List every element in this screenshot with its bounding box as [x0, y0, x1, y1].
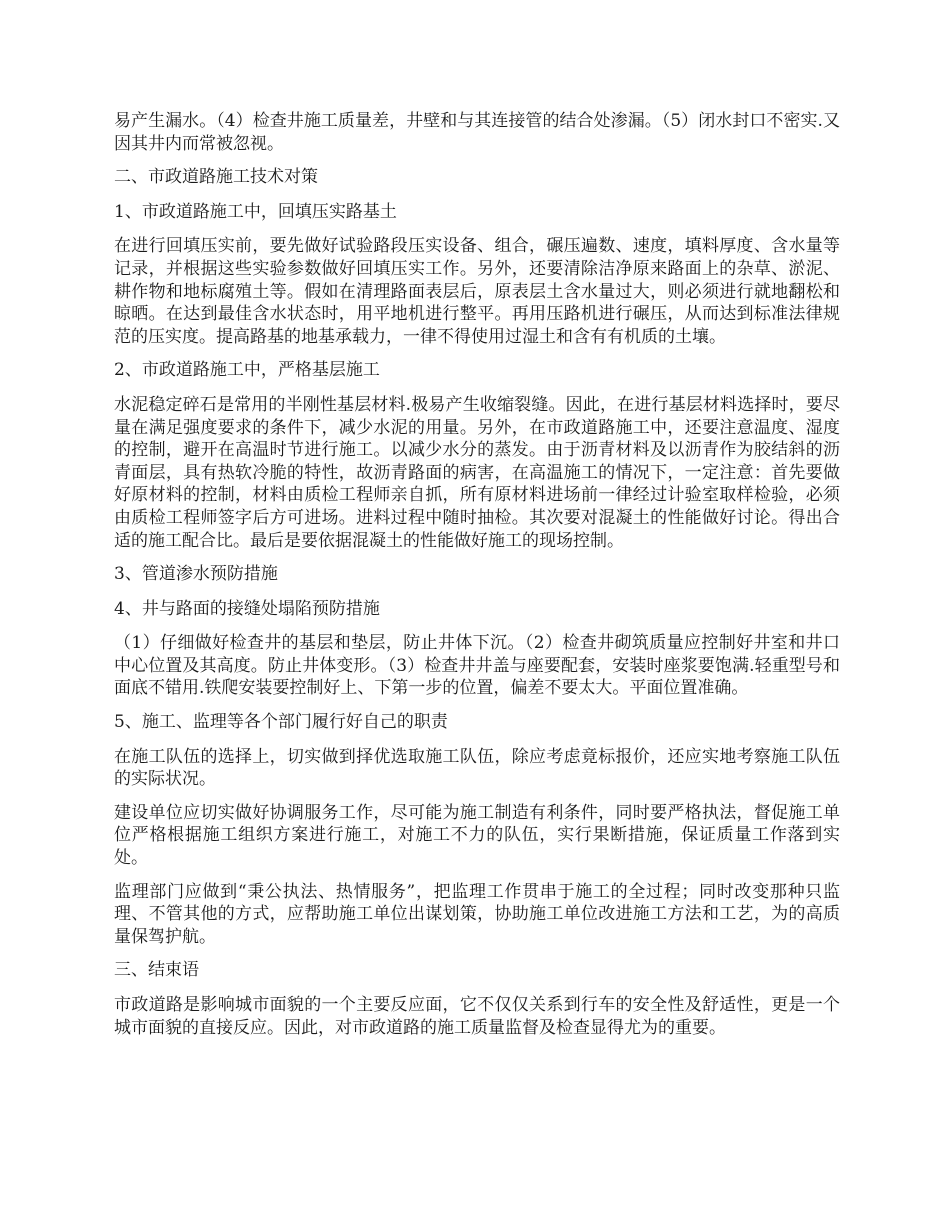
- document-body: [114, 110, 840, 1050]
- subheading-backfill-compaction: 1、市政道路施工中，回填压实路基土: [114, 201, 397, 222]
- section-heading-technical-measures: 二、市政道路施工技术对策: [114, 167, 318, 188]
- paragraph-base-construction: 水泥稳定碎石是常用的半刚性基层材料.极易产生收缩裂缝。因此，在进行基层材料选择时，要尽量在满足强度要求的条件下，减少水泥的用量。另外，在市政道路施工中，还要注意温度、湿度的控制，避开在高温时节进行施工。以减少水分的蒸发。由于沥青材料及以沥青作为胶结斜的沥青面层，具有热软冷脆的特性，故沥青路面的病害，在高温施工的情况下，一定注意：首先要做好原材料的控制，材料由质检工程师亲自抓，所有原材料进场前一律经过计验室取样检验，必须由质检工程师签字后方可进场。进料过程中随时抽检。其次要对混凝土的性能做好讨论。得出合适的施工配合比。最后是要依据混凝土的性能做好施工的现场控制。: [114, 394, 840, 551]
- paragraph-leak-causes: 易产生漏水。（4）检查井施工质量差，井壁和与其连接管的结合处渗漏。（5）闭水封口不密实.又因其井内而常被忽视。: [114, 111, 840, 154]
- paragraph-backfill-compaction: 在进行回填压实前，要先做好试验路段压实设备、组合，碾压遍数、速度，填料厚度、含水量等记录，并根据这些实验参数做好回填压实工作。另外，还要清除洁净原来路面上的杂草、淤泥、耕作物和地标腐殖土等。假如在清理路面表层后，原表层土含水量过大，则必须进行就地翻松和晾晒。在达到最佳含水状态时，用平地机进行整平。再用压路机进行碾压，从而达到标准法律规范的压实度。提高路基的地基承载力，一律不得使用过湿土和含有有机质的土壤。: [114, 236, 840, 347]
- paragraph-supervision-duties: 监理部门应做到“秉公执法、热情服务”，把监理工作贯串于施工的全过程；同时改变那种只监理、不管其他的方式，应帮助施工单位出谋划策，协助施工单位改进施工方法和工艺，为的高质量保驾护航。: [114, 881, 840, 947]
- paragraph-conclusion: 市政道路是影响城市面貌的一个主要反应面，它不仅仅关系到行车的安全性及舒适性，更是一个城市面貌的直接反应。因此，对市政道路的施工质量监督及检查显得尤为的重要。: [114, 995, 840, 1038]
- paragraph-well-joint-collapse: （1）仔细做好检查井的基层和垫层，防止井体下沉。（2）检查井砌筑质量应控制好井室和井口中心位置及其高度。防止井体变形。（3）检查井井盖与座要配套，安装时座浆要饱满.轻重型号和面底不错用.铁爬安装要控制好上、下第一步的位置，偏差不要太大。平面位置准确。: [114, 633, 840, 699]
- subheading-base-construction: 2、市政道路施工中，严格基层施工: [114, 360, 380, 381]
- subheading-well-joint-collapse: 4、井与路面的接缝处塌陷预防措施: [114, 598, 380, 619]
- section-heading-conclusion: 三、结束语: [114, 960, 199, 981]
- subheading-pipe-seepage: 3、管道渗水预防措施: [114, 564, 278, 585]
- paragraph-contractor-selection: 在施工队伍的选择上，切实做到择优选取施工队伍，除应考虑竟标报价，还应实地考察施工队伍的实际状况。: [114, 746, 840, 790]
- subheading-responsibilities: 5、施工、监理等各个部门履行好自己的职责: [114, 712, 448, 733]
- paragraph-owner-duties: 建设单位应切实做好协调服务工作，尽可能为施工制造有利条件，同时要严格执法，督促施工单位严格根据施工组织方案进行施工，对施工不力的队伍，实行果断措施，保证质量工作落到实处。: [114, 802, 840, 869]
